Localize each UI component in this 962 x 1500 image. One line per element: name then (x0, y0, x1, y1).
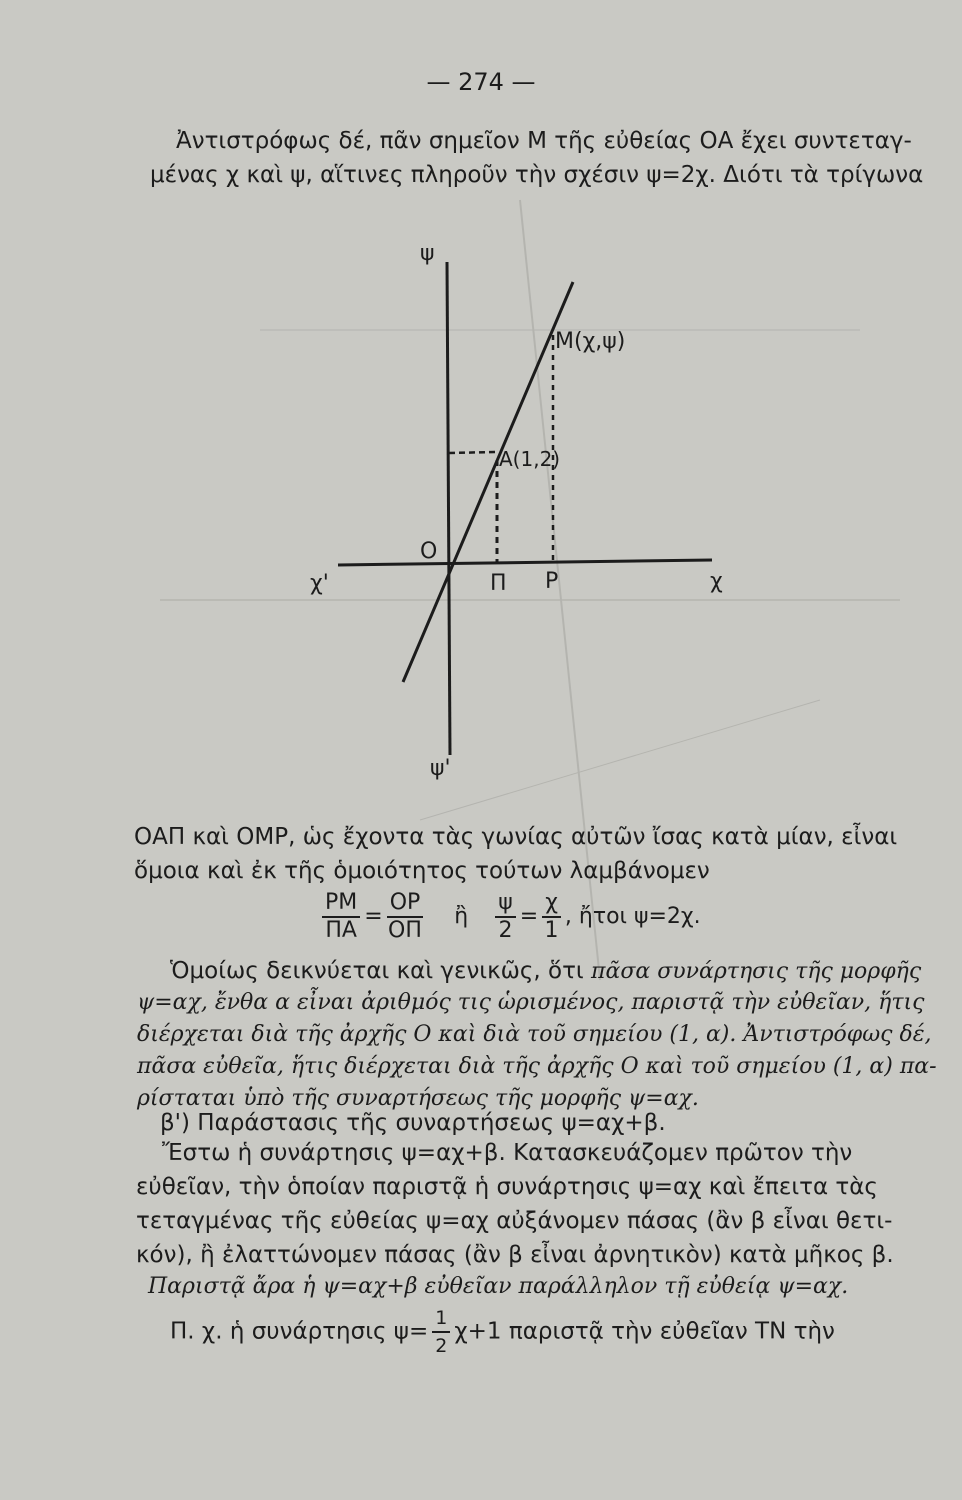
x-axis (338, 560, 712, 565)
section-b-line-4: κόν), ἢ ἐλαττώνομεν πάσας (ἂν β εἶναι ἀρνητικὸν) κατὰ μῆκος β. (136, 1242, 894, 1268)
section-b-line-5: Παριστᾷ ἄρα ἡ ψ=αχ+β εὐθεῖαν παράλληλον τῇ εὐθείᾳ ψ=αχ. (148, 1274, 849, 1299)
fraction-op-opi: $\frac{OP}{O\Pi}$ (388, 890, 422, 943)
equation-line: $\frac{PM}{\Pi A}$ = $\frac{OP}{O\Pi}$ ἢ $\frac{\psi}{2}$ = $\frac{\chi}{1}$ , ἤτοι ψ=2χ. (318, 890, 701, 944)
y-axis (447, 262, 450, 755)
label-foot-pi: Π (490, 571, 507, 596)
fraction-rm-pa: $\frac{PM}{\Pi A}$ (322, 890, 360, 944)
fraction-one-half: $\frac{1}{2}$ (432, 1305, 450, 1359)
section-b-line-3: τεταγμένας τῆς εὐθείας ψ=αχ αὐξάνομεν πάσας (ἂν β εἶναι θετι- (136, 1208, 893, 1234)
label-origin: Ο (420, 539, 438, 564)
fraction-chi-1: $\frac{\chi}{1}$ (542, 890, 561, 944)
label-chi-left: χ' (310, 571, 329, 596)
section-b-line-1: Ἔστω ἡ συνάρτησις ψ=αχ+β. Κατασκευάζομεν πρῶτον τὴν (162, 1140, 853, 1166)
para2-line-2: ψ=αχ, ἔνθα α εἶναι ἀριθμός τις ὡρισμένος, παριστᾷ τὴν εὐθεῖαν, ἥτις (137, 990, 925, 1015)
section-b-line-2: εὐθεῖαν, τὴν ὁποίαν παριστᾷ ἡ συνάρτησις ψ=αχ καὶ ἔπειτα τὰς (136, 1174, 878, 1200)
intro-line-2: μένας χ καὶ ψ, αἵτινες πληροῦν τὴν σχέσιν ψ=2χ. Διότι τὰ τρίγωνα (150, 162, 924, 188)
label-point-m: M(χ,ψ) (555, 329, 626, 354)
label-psi-bottom: ψ' (430, 756, 451, 781)
label-chi-right: χ (710, 569, 723, 594)
section-b-heading: β') Παράστασις τῆς συναρτήσεως ψ=αχ+β. (160, 1110, 666, 1136)
body-line-2: ὅμοια καὶ ἐκ τῆς ὁμοιότητος τούτων λαμβάνομεν (134, 858, 710, 884)
page-number: — 274 — (426, 68, 536, 96)
body-line-1: ΟΑΠ καὶ ΟΜΡ, ὡς ἔχοντα τὰς γωνίας αὐτῶν ἴσας κατὰ μίαν, εἶναι (134, 824, 898, 850)
para2-line-3: διέρχεται διὰ τῆς ἀρχῆς Ο καὶ διὰ τοῦ σημείου (1, α). Ἀντιστρόφως δέ, (137, 1022, 932, 1047)
label-point-a: A(1,2) (499, 447, 561, 471)
intro-line-1: Ἀντιστρόφως δέ, πᾶν σημεῖον Μ τῆς εὐθείας ΟΑ ἔχει συντεταγ- (176, 128, 912, 154)
fraction-psi-2: $\frac{\psi}{2}$ (495, 890, 516, 944)
label-psi-top: ψ (420, 241, 435, 266)
dashed-a-horizontal (449, 452, 495, 453)
label-foot-rho: Ρ (545, 569, 559, 594)
example-line: Π. χ. ἡ συνάρτησις ψ= $\frac{1}{2}$ χ+1 παριστᾷ τὴν εὐθεῖαν ΤΝ τὴν (170, 1307, 835, 1357)
line-y-2x (403, 282, 573, 682)
para2-line-1: Ὁμοίως δεικνύεται καὶ γενικῶς, ὅτι πᾶσα συνάρτησις τῆς μορφῆς (170, 958, 922, 984)
para2-line-4: πᾶσα εὐθεῖα, ἥτις διέρχεται διὰ τῆς ἀρχῆς Ο καὶ τοῦ σημείου (1, α) πα- (137, 1054, 937, 1079)
para2-line-5: ρίσταται ὑπὸ τῆς συναρτήσεως τῆς μορφῆς ψ=αχ. (137, 1086, 699, 1111)
